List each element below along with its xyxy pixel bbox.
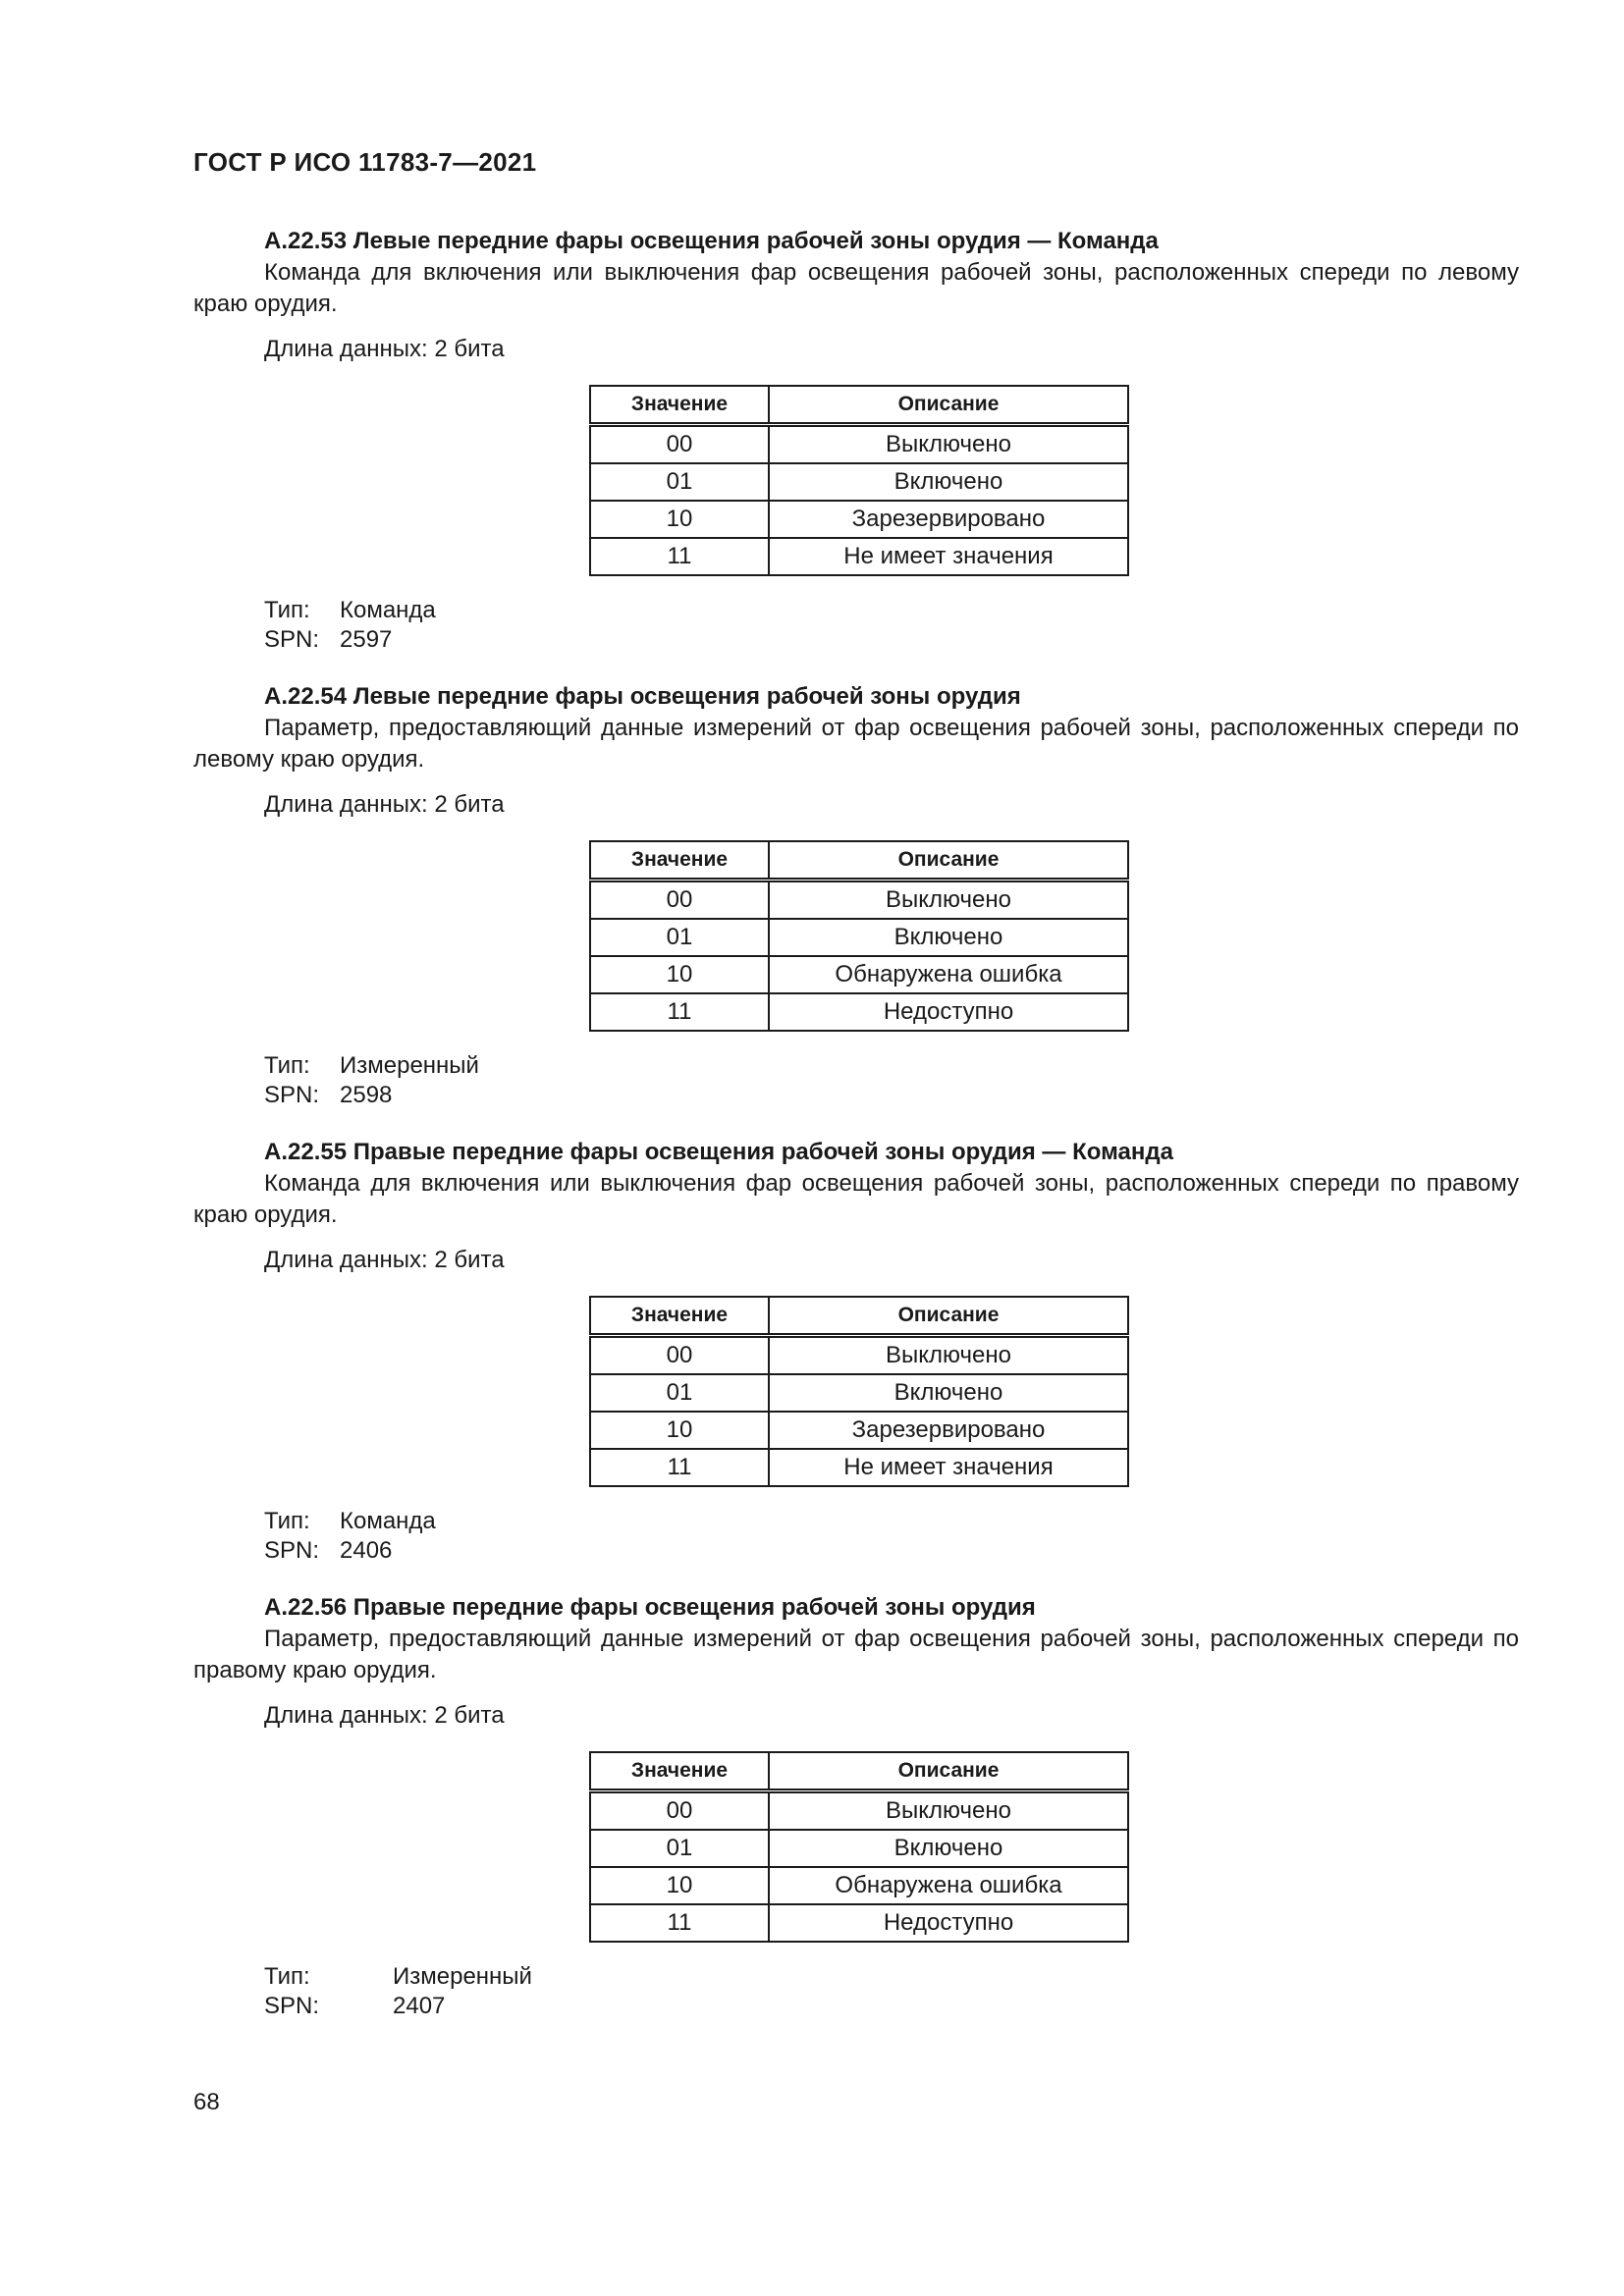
- cell-value: 10: [590, 1412, 769, 1449]
- table-row: [590, 425, 1128, 464]
- cell-description: Выключено: [769, 1336, 1128, 1375]
- cell-value: 00: [590, 425, 769, 464]
- cell-description: Зарезервировано: [769, 501, 1128, 538]
- table-row: [590, 538, 1128, 575]
- values-table: [589, 385, 1129, 576]
- table-row: [590, 1904, 1128, 1942]
- spn-label: SPN:: [264, 1993, 320, 2019]
- section-description: Параметр, предоставляющий данные измерений от фар освещения рабочей зоны, расположенных спереди по правому краю орудия.: [193, 1626, 1519, 1683]
- cell-description: Выключено: [769, 881, 1128, 920]
- values-table: [589, 1751, 1129, 1943]
- cell-description: Обнаружена ошибка: [769, 956, 1128, 993]
- cell-description: Недоступно: [769, 993, 1128, 1031]
- cell-description: Не имеет значения: [769, 538, 1128, 575]
- table-row: [590, 463, 1128, 501]
- header-description: Описание: [769, 386, 1128, 425]
- section-a-22-56: [193, 1592, 1519, 2021]
- table-row: [590, 993, 1128, 1031]
- type-value: Измеренный: [340, 1052, 479, 1079]
- cell-description: Выключено: [769, 1791, 1128, 1831]
- table-row: [590, 1867, 1128, 1904]
- cell-value: 00: [590, 881, 769, 920]
- data-length: Длина данных: 2 бита: [264, 791, 505, 818]
- table-row: [590, 501, 1128, 538]
- section-a-22-53: [193, 226, 1519, 655]
- header-description: Описание: [769, 1752, 1128, 1791]
- table-row: [590, 1449, 1128, 1486]
- cell-value: 11: [590, 993, 769, 1031]
- meta-block: [193, 1051, 1519, 1110]
- header-value: Значение: [590, 841, 769, 881]
- cell-value: 01: [590, 1830, 769, 1867]
- cell-value: 11: [590, 538, 769, 575]
- cell-value: 10: [590, 501, 769, 538]
- meta-block: [193, 596, 1519, 655]
- header-value: Значение: [590, 386, 769, 425]
- cell-description: Включено: [769, 1374, 1128, 1412]
- type-value: Команда: [340, 1508, 436, 1534]
- section-title: А.22.55 Правые передние фары освещения рабочей зоны орудия — Команда: [264, 1139, 1173, 1165]
- type-label: Тип:: [264, 1508, 310, 1534]
- section-a-22-54: [193, 681, 1519, 1110]
- section-title: А.22.53 Левые передние фары освещения рабочей зоны орудия — Команда: [264, 228, 1159, 254]
- cell-description: Недоступно: [769, 1904, 1128, 1942]
- table-row: [590, 1830, 1128, 1867]
- cell-value: 11: [590, 1904, 769, 1942]
- cell-value: 11: [590, 1449, 769, 1486]
- table-row: [590, 919, 1128, 956]
- section-title: А.22.56 Правые передние фары освещения рабочей зоны орудия: [264, 1594, 1036, 1621]
- cell-value: 00: [590, 1791, 769, 1831]
- type-value: Измеренный: [393, 1963, 532, 1990]
- spn-label: SPN:: [264, 1082, 320, 1108]
- spn-value: 2598: [340, 1082, 393, 1108]
- header-description: Описание: [769, 841, 1128, 881]
- section-description: Параметр, предоставляющий данные измерений от фар освещения рабочей зоны, расположенных спереди по левому краю орудия.: [193, 715, 1519, 773]
- type-label: Тип:: [264, 1963, 310, 1990]
- spn-label: SPN:: [264, 626, 320, 653]
- values-table: [589, 840, 1129, 1032]
- cell-value: 01: [590, 919, 769, 956]
- data-length: Длина данных: 2 бита: [264, 1702, 505, 1729]
- meta-block: [193, 1507, 1519, 1566]
- spn-value: 2406: [340, 1537, 393, 1564]
- cell-value: 01: [590, 463, 769, 501]
- spn-value: 2407: [393, 1993, 446, 2019]
- section-description: Команда для включения или выключения фар освещения рабочей зоны, расположенных спереди по левому краю орудия.: [193, 259, 1519, 317]
- table-row: [590, 881, 1128, 920]
- data-length: Длина данных: 2 бита: [264, 336, 505, 362]
- cell-value: 00: [590, 1336, 769, 1375]
- table-row: [590, 1791, 1128, 1831]
- header-value: Значение: [590, 1297, 769, 1336]
- table-row: [590, 1374, 1128, 1412]
- cell-value: 10: [590, 1867, 769, 1904]
- cell-description: Включено: [769, 1830, 1128, 1867]
- table-row: [590, 1336, 1128, 1375]
- type-value: Команда: [340, 597, 436, 623]
- cell-description: Не имеет значения: [769, 1449, 1128, 1486]
- page-number: 68: [193, 2089, 220, 2115]
- cell-description: Включено: [769, 919, 1128, 956]
- header-value: Значение: [590, 1752, 769, 1791]
- cell-description: Выключено: [769, 425, 1128, 464]
- table-row: [590, 1412, 1128, 1449]
- document-header: ГОСТ Р ИСО 11783-7—2021: [193, 147, 537, 177]
- cell-description: Включено: [769, 463, 1128, 501]
- cell-description: Зарезервировано: [769, 1412, 1128, 1449]
- spn-label: SPN:: [264, 1537, 320, 1564]
- cell-value: 01: [590, 1374, 769, 1412]
- data-length: Длина данных: 2 бита: [264, 1247, 505, 1273]
- cell-description: Обнаружена ошибка: [769, 1867, 1128, 1904]
- spn-value: 2597: [340, 626, 393, 653]
- section-description: Команда для включения или выключения фар освещения рабочей зоны, расположенных спереди по правому краю орудия.: [193, 1170, 1519, 1228]
- values-table: [589, 1296, 1129, 1487]
- meta-block: [193, 1962, 1519, 2021]
- table-row: [590, 956, 1128, 993]
- section-a-22-55: [193, 1137, 1519, 1566]
- cell-value: 10: [590, 956, 769, 993]
- type-label: Тип:: [264, 1052, 310, 1079]
- type-label: Тип:: [264, 597, 310, 623]
- header-description: Описание: [769, 1297, 1128, 1336]
- section-title: А.22.54 Левые передние фары освещения рабочей зоны орудия: [264, 683, 1021, 710]
